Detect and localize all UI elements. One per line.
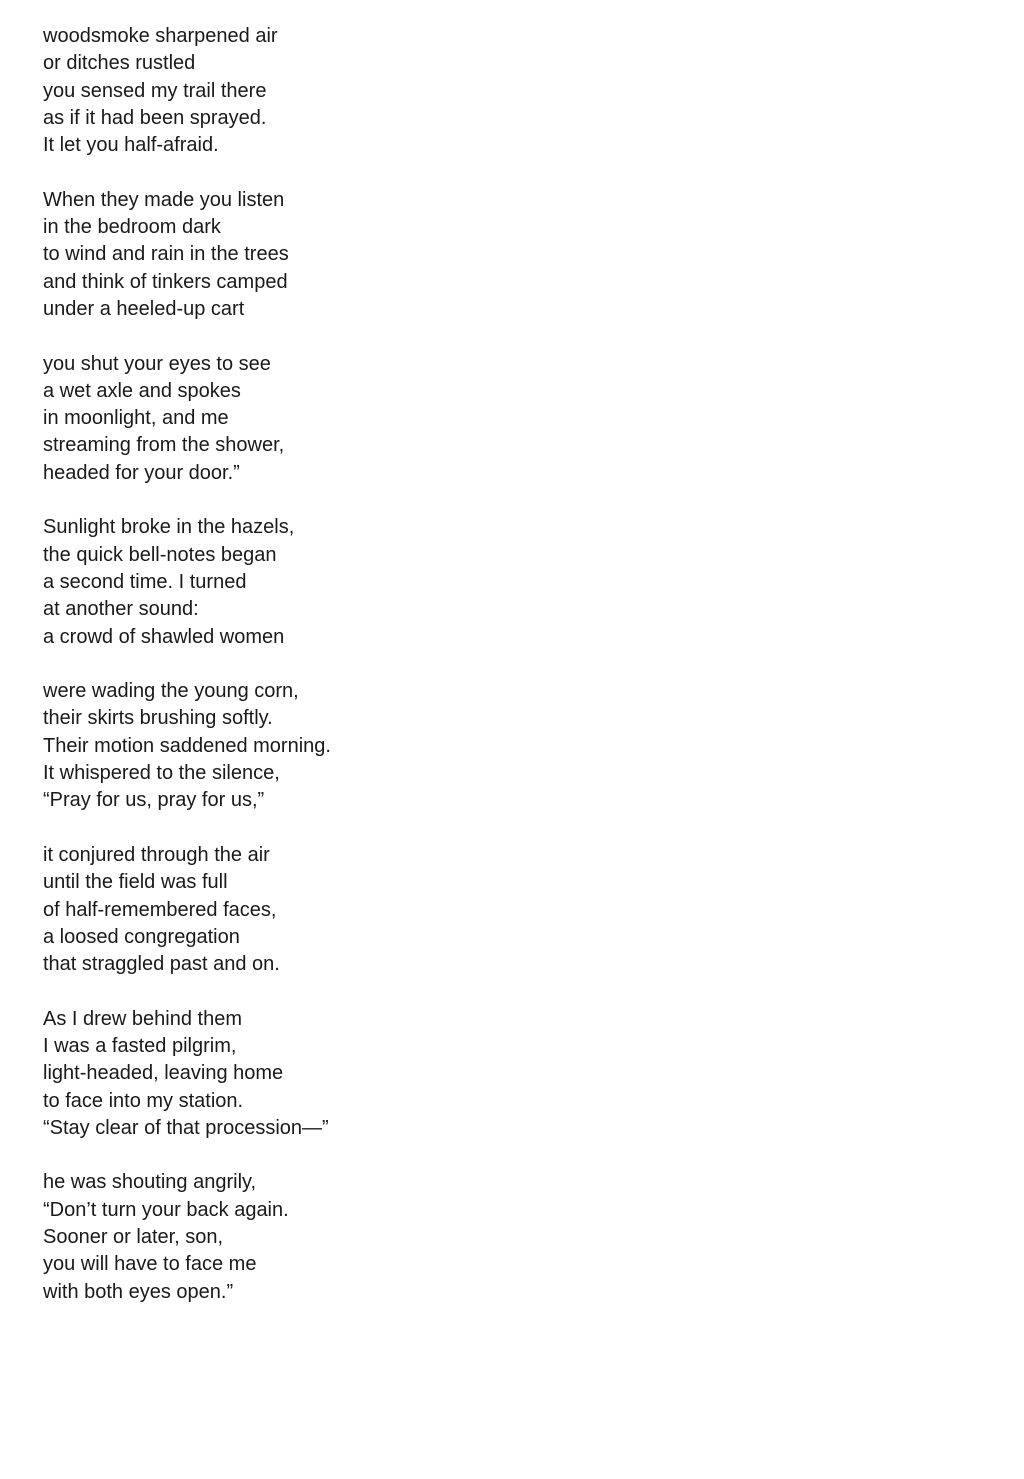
- poem-line: light-headed, leaving home: [43, 1062, 284, 1085]
- stanza: [43, 678, 643, 814]
- poem-line: When they made you listen: [43, 188, 285, 211]
- poem-line: Sunlight broke in the hazels,: [43, 516, 295, 539]
- poem-line: I was a fasted pilgrim,: [43, 1034, 237, 1057]
- stanza: [43, 842, 643, 978]
- poem-line: it conjured through the air: [43, 843, 270, 866]
- stanza: [43, 23, 643, 159]
- stanza: [43, 514, 643, 650]
- poem-line: you will have to face me: [43, 1253, 257, 1276]
- poem-line: As I drew behind them: [43, 1007, 242, 1030]
- poem-line: “Pray for us, pray for us,”: [43, 789, 265, 812]
- poem-line: and think of tinkers camped: [43, 270, 288, 293]
- poem-line: under a heeled-up cart: [43, 297, 245, 320]
- poem-line: It whispered to the silence,: [43, 762, 280, 785]
- poem-line: in the bedroom dark: [43, 216, 221, 239]
- poem-line: that straggled past and on.: [43, 953, 280, 976]
- poem-line: a wet axle and spokes: [43, 379, 241, 402]
- poem-line: you sensed my trail there: [43, 79, 267, 102]
- poem-line: Sooner or later, son,: [43, 1226, 224, 1249]
- poem-line: were wading the young corn,: [43, 680, 299, 703]
- poem-line: “Don’t turn your back again.: [43, 1198, 289, 1221]
- poem-line: at another sound:: [43, 598, 199, 621]
- poem-line: or ditches rustled: [43, 52, 196, 75]
- poem-line: until the field was full: [43, 871, 228, 894]
- poem-line: headed for your door.”: [43, 461, 240, 484]
- stanza: [43, 1006, 643, 1142]
- stanza: [43, 1169, 643, 1305]
- stanza: [43, 351, 643, 487]
- poem-line: of half-remembered faces,: [43, 898, 277, 921]
- poem-line: to wind and rain in the trees: [43, 243, 289, 266]
- poem-line: the quick bell-notes began: [43, 543, 277, 566]
- poem-line: “Stay clear of that procession—”: [43, 1116, 329, 1139]
- poem-line: woodsmoke sharpened air: [43, 25, 278, 47]
- poem-line: in moonlight, and me: [43, 407, 229, 430]
- poem-line: he was shouting angrily,: [43, 1171, 257, 1194]
- poem-text: [43, 23, 643, 1306]
- poem-line: with both eyes open.”: [43, 1280, 234, 1303]
- stanza: [43, 187, 643, 323]
- poem-line: to face into my station.: [43, 1089, 244, 1112]
- poem-line: you shut your eyes to see: [43, 352, 271, 375]
- poem-line: a crowd of shawled women: [43, 625, 285, 648]
- poem-line: Their motion saddened morning.: [43, 734, 331, 757]
- poem-line: their skirts brushing softly.: [43, 707, 273, 730]
- poem-line: streaming from the shower,: [43, 434, 285, 457]
- poem-line: a second time. I turned: [43, 570, 247, 593]
- poem-line: a loosed congregation: [43, 925, 240, 948]
- poem-line: It let you half-afraid.: [43, 134, 219, 157]
- poem-line: as if it had been sprayed.: [43, 106, 267, 129]
